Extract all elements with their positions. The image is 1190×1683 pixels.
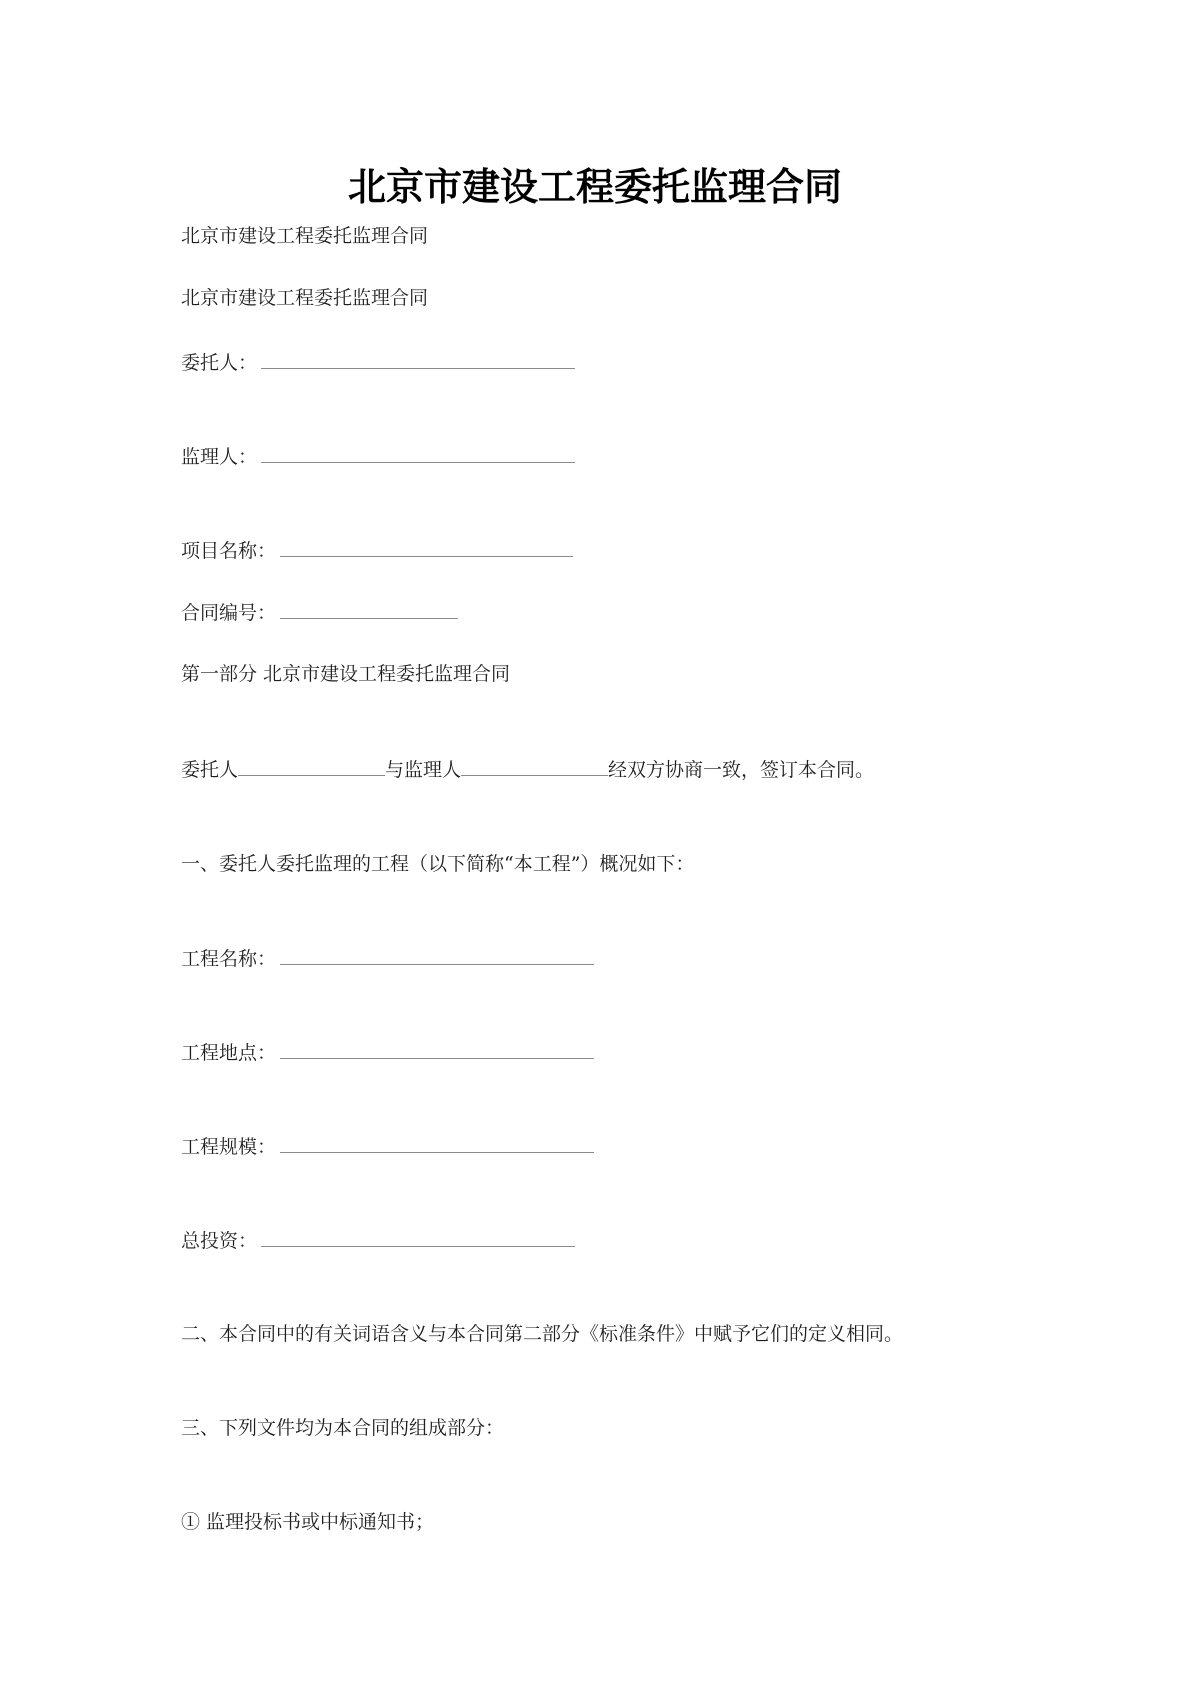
total-investment-blank-field[interactable] bbox=[261, 1228, 575, 1247]
field-label: 委托人： bbox=[181, 352, 258, 374]
field-project-name bbox=[181, 538, 573, 563]
field-project-scale bbox=[181, 1134, 594, 1159]
field-label: 总投资： bbox=[181, 1230, 258, 1252]
agreement-text-2: 与监理人 bbox=[385, 759, 462, 781]
project-location-blank-field[interactable] bbox=[280, 1040, 594, 1059]
agreement-text-1: 委托人 bbox=[181, 759, 239, 781]
list-item: ① 监理投标书或中标通知书； bbox=[181, 1511, 435, 1533]
field-client bbox=[181, 350, 575, 375]
field-supervisor bbox=[181, 444, 575, 469]
section-one-heading: 一、委托人委托监理的工程（以下简称“本工程”）概况如下： bbox=[181, 853, 695, 875]
field-label: 合同编号： bbox=[181, 602, 277, 624]
field-label: 监理人： bbox=[181, 446, 258, 468]
section-two-text: 二、本合同中的有关词语含义与本合同第二部分《标准条件》中赋予它们的定义相同。 bbox=[181, 1323, 904, 1345]
contract-number-blank-field[interactable] bbox=[280, 600, 458, 619]
field-project-location bbox=[181, 1040, 594, 1065]
project-title-blank-field[interactable] bbox=[280, 946, 594, 965]
project-name-blank-field[interactable] bbox=[280, 538, 573, 557]
field-label: 工程名称： bbox=[181, 948, 277, 970]
agreement-client-blank[interactable] bbox=[238, 757, 385, 776]
supervisor-blank-field[interactable] bbox=[261, 444, 575, 463]
field-project-title bbox=[181, 946, 594, 971]
project-scale-blank-field[interactable] bbox=[280, 1134, 594, 1153]
field-label: 工程规模： bbox=[181, 1136, 277, 1158]
part-one-heading: 第一部分 北京市建设工程委托监理合同 bbox=[181, 663, 511, 685]
field-total-investment bbox=[181, 1228, 575, 1253]
field-label: 项目名称： bbox=[181, 540, 277, 562]
document-title: 北京市建设工程委托监理合同 bbox=[347, 164, 842, 209]
field-label: 工程地点： bbox=[181, 1042, 277, 1064]
client-blank-field[interactable] bbox=[261, 350, 575, 369]
agreement-text-3: 经双方协商一致，签订本合同。 bbox=[608, 759, 875, 781]
subtitle-line-1: 北京市建设工程委托监理合同 bbox=[181, 225, 429, 247]
agreement-sentence bbox=[181, 757, 874, 782]
subtitle-line-2: 北京市建设工程委托监理合同 bbox=[181, 287, 429, 309]
section-three-heading: 三、下列文件均为本合同的组成部分： bbox=[181, 1417, 505, 1439]
field-contract-number bbox=[181, 600, 458, 625]
agreement-supervisor-blank[interactable] bbox=[461, 757, 608, 776]
